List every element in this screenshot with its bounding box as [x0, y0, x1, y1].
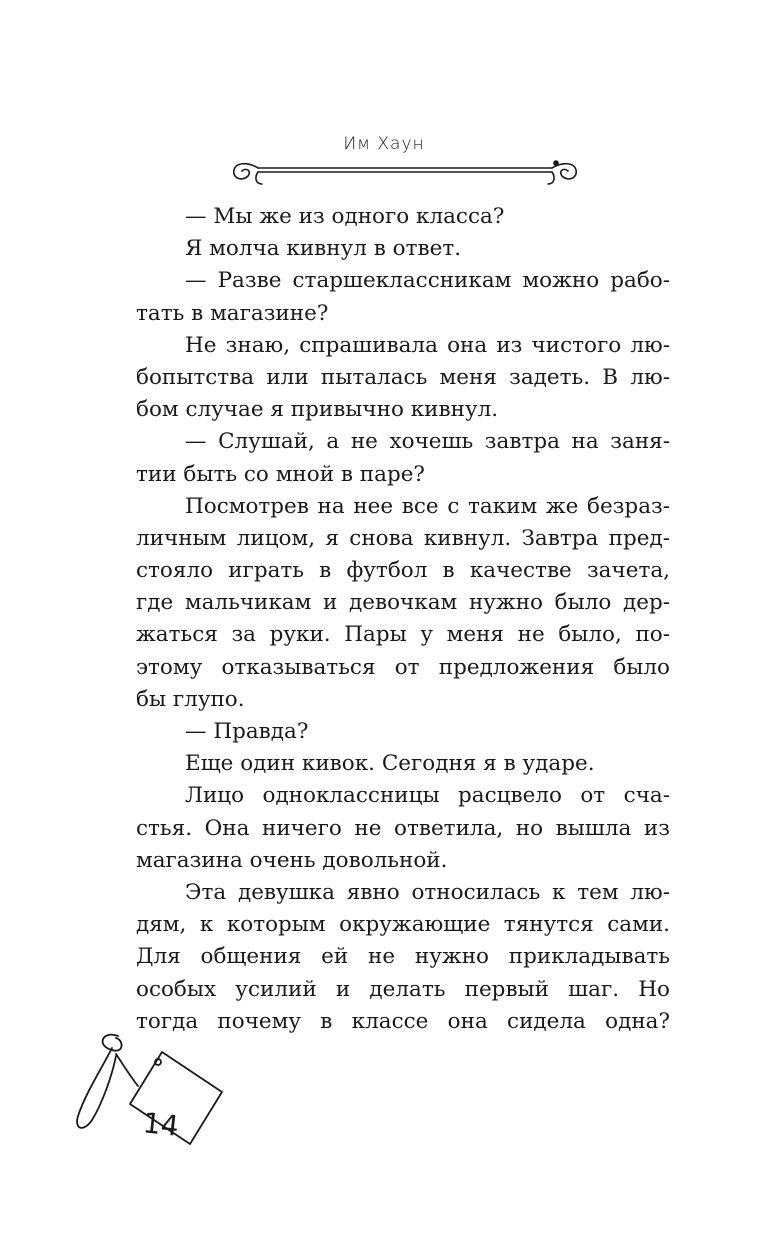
text-line: дям, к которым окружающие тянутся сами. — [136, 912, 670, 938]
text-line: бопытства или пыталась меня задеть. В лю- — [136, 364, 670, 390]
text-line: Лицо одноклассницы расцвело от сча- — [185, 783, 670, 809]
text-line: тогда почему в классе она сидела одна? — [136, 1008, 670, 1034]
text-line: Я молча кивнул в ответ. — [185, 236, 462, 262]
text-line: особых усилий и делать первый шаг. Но — [136, 976, 670, 1002]
text-line: Еще один кивок. Сегодня я в ударе. — [185, 751, 595, 777]
text-line: личным лицом, я снова кивнул. Завтра пред- — [136, 525, 670, 551]
text-line: стья. Она ничего не ответила, но вышла из — [136, 815, 670, 841]
text-line: жаться за руки. Пары у меня не было, по- — [136, 622, 670, 648]
text-line: бом случае я привычно кивнул. — [136, 397, 499, 423]
running-title: Им Хаун — [343, 134, 425, 154]
text-line: — Слушай, а не хочешь завтра на заня- — [185, 429, 670, 455]
text-line: тии быть со мной в паре? — [136, 461, 425, 487]
page-number: 14 — [141, 1106, 181, 1143]
text-line: — Правда? — [185, 719, 309, 744]
text-line: магазина очень довольной. — [136, 847, 448, 873]
text-line: тать в магазине? — [136, 300, 329, 326]
text-line: Эта девушка явно относилась к тем лю- — [185, 879, 670, 905]
text-line: где мальчикам и девочкам нужно было дер- — [136, 590, 670, 616]
text-line: Посмотрев на нее все с таким же безраз- — [185, 493, 670, 519]
text-line: — Разве старшеклассникам можно рабо- — [185, 268, 670, 294]
text-line: этому отказываться от предложения было — [136, 654, 670, 680]
text-line: Не знаю, спрашивала она из чистого лю- — [185, 332, 670, 358]
text-line: бы глупо. — [136, 686, 245, 712]
body-text — [136, 201, 670, 1038]
flourish-divider-icon — [226, 156, 584, 190]
text-line: Для общения ей не нужно прикладывать — [136, 944, 670, 970]
text-line: — Мы же из одного класса? — [185, 204, 505, 229]
text-line: стояло играть в футбол в качестве зачета, — [136, 558, 670, 584]
